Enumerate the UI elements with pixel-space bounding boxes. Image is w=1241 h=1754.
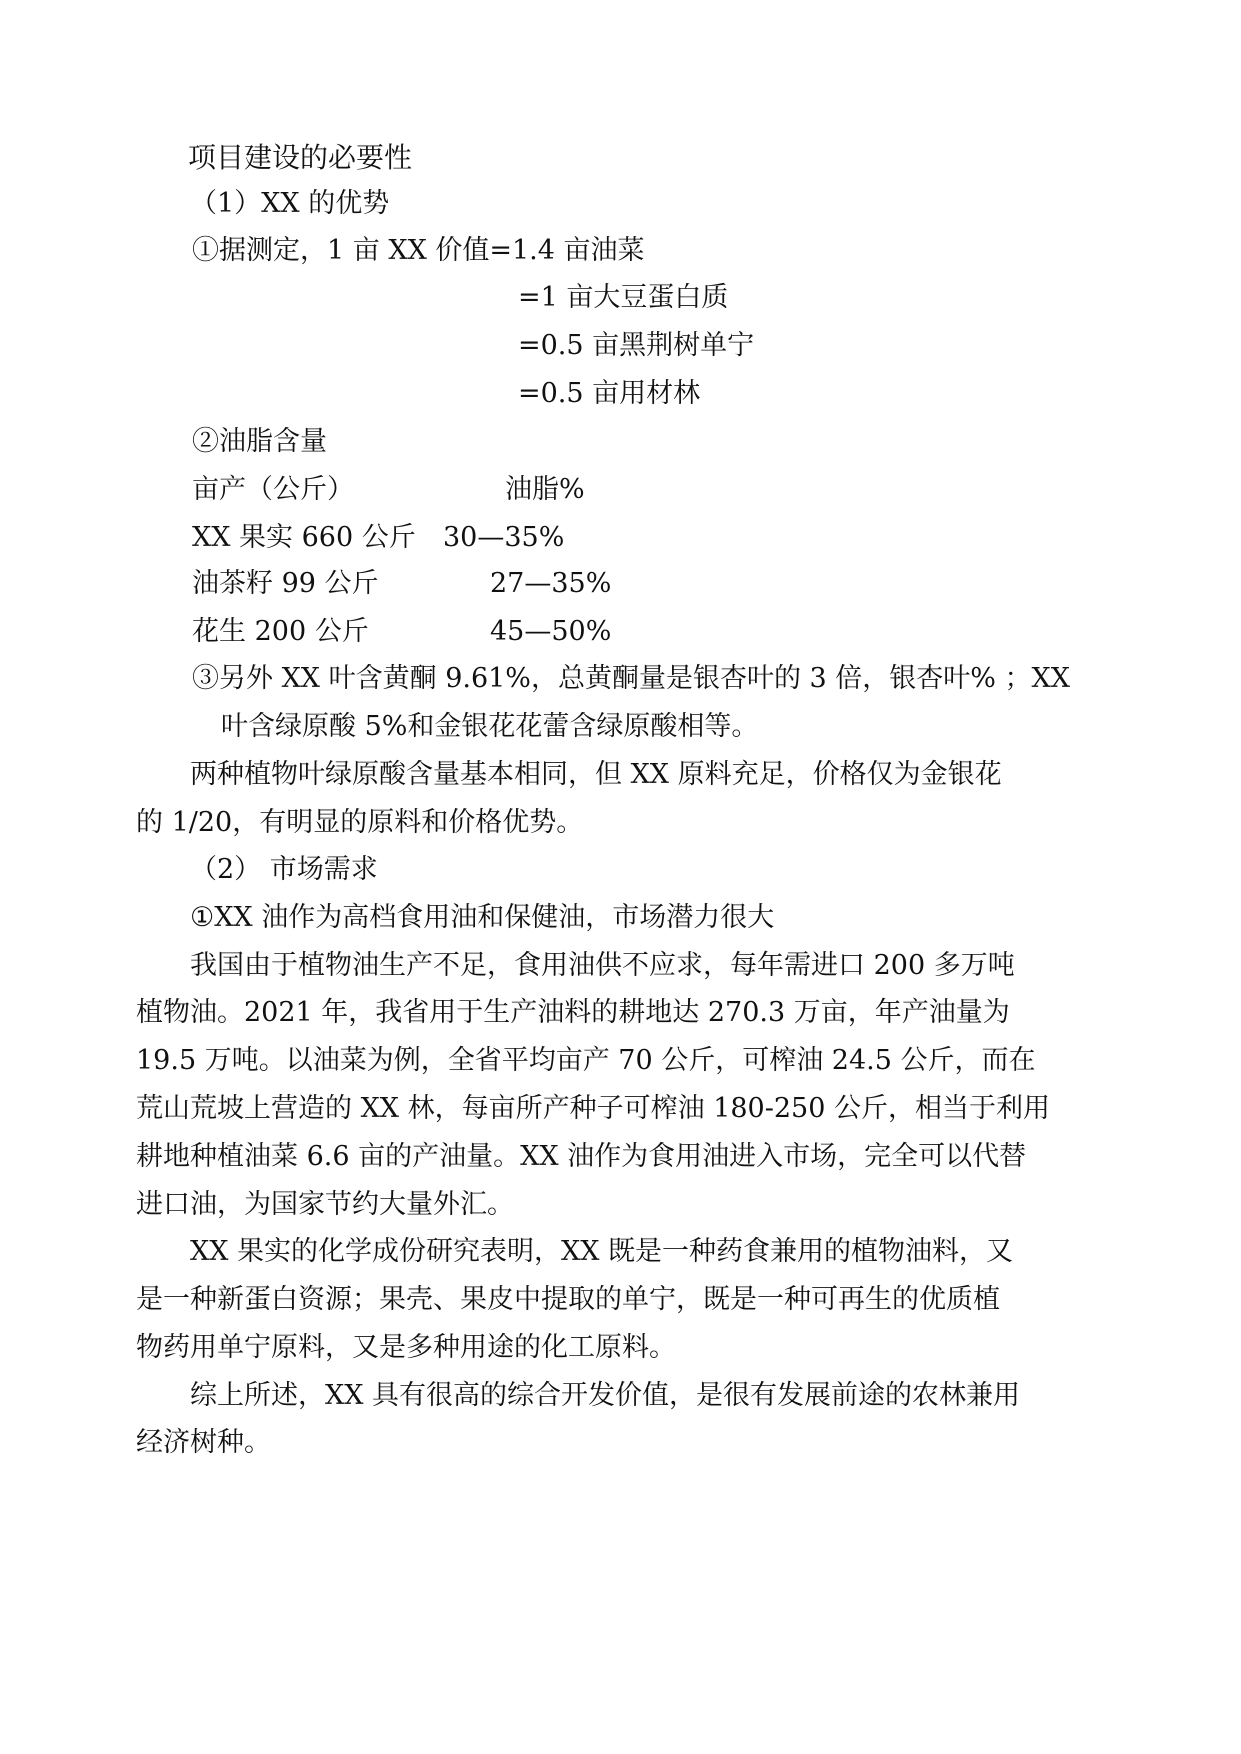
paragraph-line: 19.5 万吨。以油菜为例，全省平均亩产 70 公斤，可榨油 24.5 公斤，而在 <box>136 1045 1036 1076</box>
value-line-4: =0.5 亩用材林 <box>518 378 701 409</box>
value-line-1: ①据测定，1 亩 XX 价值=1.4 亩油菜 <box>192 235 645 266</box>
paragraph-line: 耕地种植油菜 6.6 亩的产油量。XX 油作为食用油进入市场，完全可以代替 <box>136 1141 1027 1172</box>
section1-title: （1）XX 的优势 <box>190 188 390 219</box>
oil-table-row-name: 花生 200 公斤 <box>192 616 369 647</box>
paragraph-line: 进口油，为国家节约大量外汇。 <box>136 1189 514 1220</box>
paragraph-line: 经济树种。 <box>136 1427 271 1458</box>
section2-title: （2） 市场需求 <box>190 854 378 885</box>
paragraph-line: 我国由于植物油生产不足，食用油供不应求，每年需进口 200 多万吨 <box>190 950 1015 981</box>
value-line-3: =0.5 亩黑荆树单宁 <box>518 330 755 361</box>
value-line-2: =1 亩大豆蛋白质 <box>518 282 729 313</box>
paragraph-line: 荒山荒坡上营造的 XX 林，每亩所产种子可榨油 180-250 公斤，相当于利用 <box>136 1093 1050 1124</box>
oil-table-row-value: 45—50% <box>490 616 612 647</box>
paragraph-line: 两种植物叶绿原酸含量基本相同，但 XX 原料充足，价格仅为金银花 <box>190 759 1002 790</box>
market-item-1: ①XX 油作为高档食用油和保健油，市场潜力很大 <box>190 902 775 933</box>
flavone-line-1: ③另外 XX 叶含黄酮 9.61%，总黄酮量是银杏叶的 3 倍，银杏叶% ；XX <box>192 663 1070 694</box>
oil-table-row-name: 油茶籽 99 公斤 <box>192 568 379 599</box>
oil-content-title: ②油脂含量 <box>192 426 327 457</box>
section-heading: 项目建设的必要性 <box>188 141 413 174</box>
oil-table-row-value: 27—35% <box>490 568 612 599</box>
paragraph-line: 是一种新蛋白资源；果壳、果皮中提取的单宁，既是一种可再生的优质植 <box>136 1284 1000 1315</box>
flavone-line-2: 叶含绿原酸 5%和金银花花蕾含绿原酸相等。 <box>221 711 759 742</box>
paragraph-line: 物药用单宁原料，又是多种用途的化工原料。 <box>136 1332 676 1363</box>
oil-table-header-oil: 油脂% <box>505 474 585 505</box>
paragraph-line: 综上所述，XX 具有很高的综合开发价值，是很有发展前途的农林兼用 <box>190 1380 1021 1411</box>
oil-table-header-yield: 亩产（公斤） <box>192 474 354 505</box>
paragraph-line: 的 1/20，有明显的原料和价格优势。 <box>136 807 584 838</box>
paragraph-line: 植物油。2021 年，我省用于生产油料的耕地达 270.3 万亩，年产油量为 <box>136 997 1010 1028</box>
oil-table-row-name: XX 果实 660 公斤 <box>192 522 416 553</box>
paragraph-line: XX 果实的化学成份研究表明，XX 既是一种药食兼用的植物油料，又 <box>190 1236 1014 1267</box>
oil-table-row-value: 30—35% <box>443 522 565 553</box>
